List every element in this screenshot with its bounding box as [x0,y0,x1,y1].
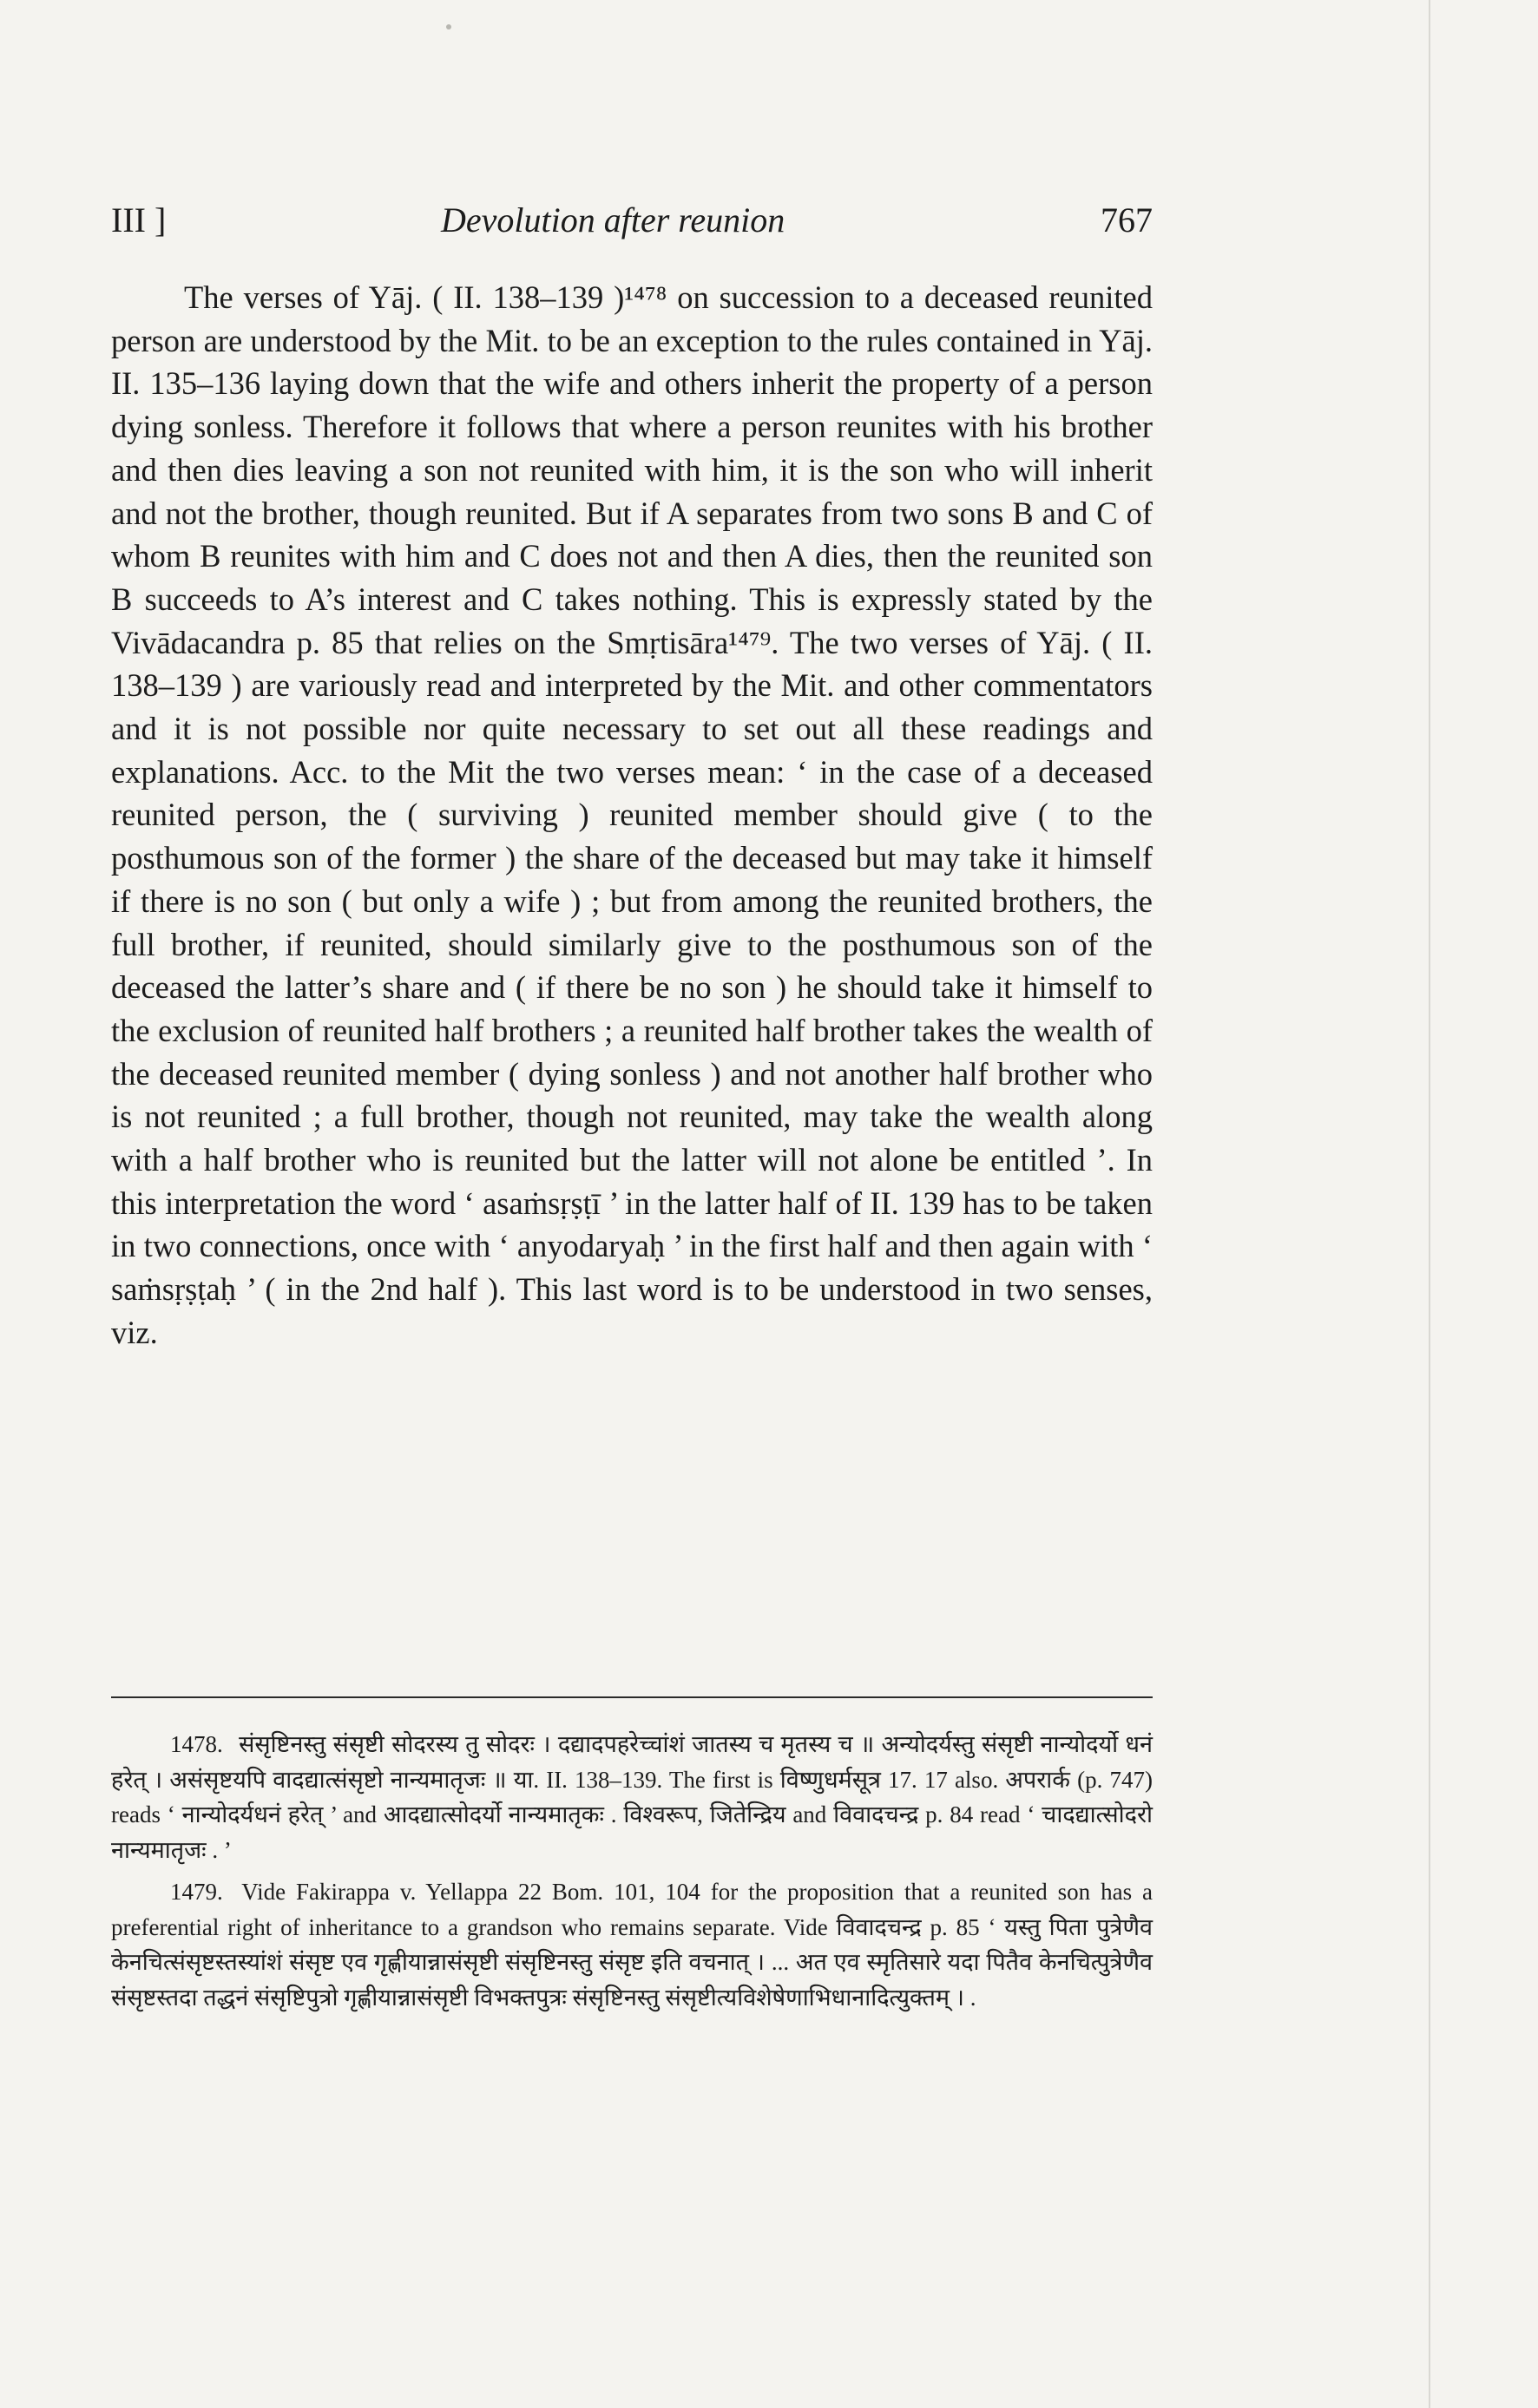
body-paragraph: The verses of Yāj. ( II. 138–139 )¹⁴⁷⁸ on succession to a deceased reunited person are understood by the Mit. to be an exception to the rules contained in Yāj. II. 135–136 laying down that the wife and others inherit the property of a person dying sonless. Therefore it follows that where a person reunites with his brother and then dies leaving a son not reunited with him, it is the son who will inherit and not the brother, though reunited. But if A separates from two sons B and C of whom B reunites with him and C does not and then A dies, then the reunited son B succeeds to A’s interest and C takes nothing. This is expressly stated by the Vivādacandra p. 85 that relies on the Smṛtisāra¹⁴⁷⁹. The two verses of Yāj. ( II. 138–139 ) are variously read and interpreted by the Mit. and other commentators and it is not possible nor quite necessary to set out all these readings and explanations. Acc. to the Mit the two verses mean: ‘ in the case of a deceased reunited person, the ( surviving ) reunited member should give ( to the posthumous son of the former ) the share of the deceased but may take it himself if there is no son ( but only a wife ) ; but from among the reunited brothers, the full brother, if reunited, should similarly give to the posthumous son of the deceased the latter’s share and ( if there be no son ) he should take it himself to the exclusion of reunited half brothers ; a reunited half brother takes the wealth of the deceased reunited member ( dying sonless ) and not another half brother who is not reunited ; a full brother, though not reunited, may take the wealth along with a half brother who is reunited but the latter will not alone be entitled ’. In this interpretation the word ‘ asaṁsṛṣṭī ’ in the latter half of II. 139 has to be taken in two connections, once with ‘ anyodaryaḥ ’ in the first half and then again with ‘ saṁsṛṣṭaḥ ’ ( in the 2nd half ). This last word is to be understood in two senses, viz. [111,279,1153,1350]
scan-edge-line [1429,0,1430,2408]
footnotes [111,1727,1153,2022]
footnote-1479 [111,1874,1153,2015]
chapter-marker: III ] [111,200,167,239]
body-text [111,276,1153,1355]
footnote-number: 1478. [170,1731,223,1757]
footnote-1478 [111,1727,1153,1867]
footnote-divider [111,1696,1153,1698]
page-header [111,200,1153,252]
footnote-text: संसृष्टिनस्तु संसृष्टी सोदरस्य तु सोदरः । दद्यादपहरेच्चांशं जातस्य च मृतस्य च ॥ अन्योदर्यस्तु संसृष्टी नान्योदर्यो धनं हरेत् । असंसृष्टयपि वादद्यात्संसृष्टो नान्यमातृजः ॥ या. II. 138–139. The first is विष्णुधर्मसूत्र 17. 17 also. अपरार्क (p. 747) reads ‘ नान्योदर्यधनं हरेत् ’ and आदद्यात्सोदर्यो नान्यमातृकः . विश्वरूप, जितेन्द्रिय and विवादचन्द्र p. 84 read ‘ चादद्यात्सोदरो नान्यमातृजः . ’ [111,1731,1153,1863]
running-title: Devolution after reunion [441,200,785,239]
footnote-text: Vide Fakirappa v. Yellappa 22 Bom. 101, 104 for the proposition that a reunited son has a preferential right of inheritance to a grandson who remains separate. Vide विवादचन्द्र p. 85 ‘ यस्तु पिता पुत्रेणैव केनचित्संसृष्टस्तस्यांशं संसृष्ट एव गृह्णीयान्नासंसृष्टी संसृष्टिनस्तु संसृष्ट इति वचनात् । ... अत एव स्मृतिसारे यदा पितैव केनचित्पुत्रेणैव संसृष्टस्तदा तद्धनं संसृष्टिपुत्रो गृह्णीयान्नासंसृष्टी विभक्तपुत्रः संसृष्टिनस्तु संसृष्टीत्यविशेषेणाभिधानादित्युक्तम् । . [111,1879,1154,2011]
scan-speck [446,24,451,30]
footnote-number: 1479. [170,1879,223,1905]
page-number: 767 [1101,200,1153,239]
